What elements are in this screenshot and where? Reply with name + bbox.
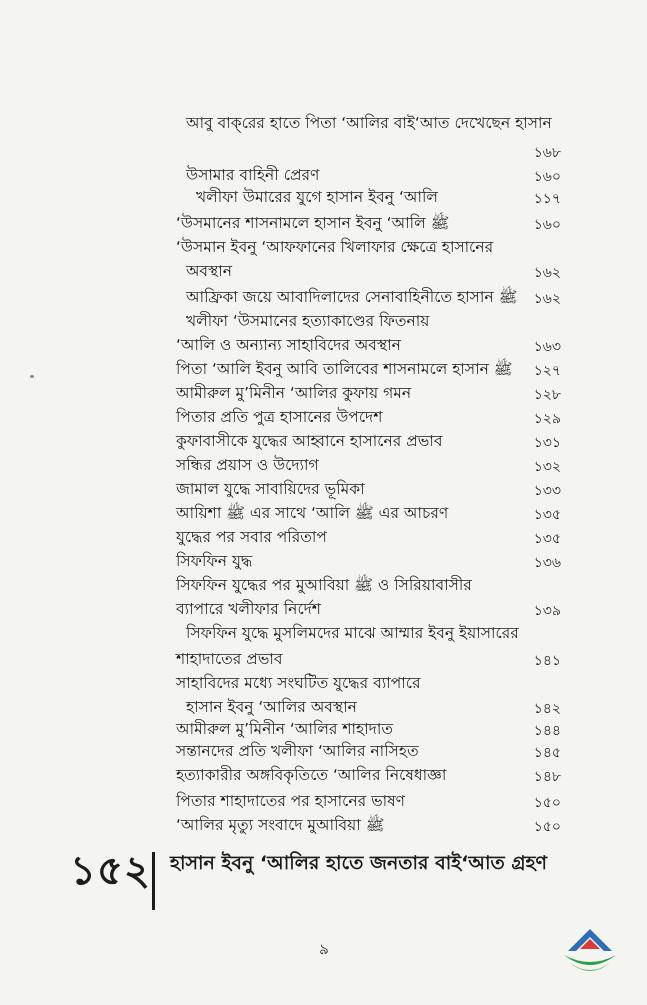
toc-entry-title: হাসান ইবনু ‘আলির অবস্থান: [186, 698, 357, 716]
toc-entry-title: ‘উসমান ইবনু ‘আফফানের খিলাফার ক্ষেত্রে হাসানের: [176, 238, 494, 256]
toc-entry-title: ‘উসমানের শাসনামলে হাসান ইবনু ‘আলি ﷺ: [176, 214, 450, 232]
toc-entry-page: ১৩৩: [533, 483, 561, 499]
toc-entry-title: উসামার বাহিনী প্রেরণ: [186, 166, 320, 184]
toc-entry-title: আমীরুল মু’মিনীন ‘আলির কুফায় গমন: [176, 384, 412, 402]
toc-entry-page: ১২৭: [533, 363, 561, 379]
toc-entry-title: আবু বাক্‌রের হাতে পিতা ‘আলির বাই‘আত দেখেছেন হাসান: [186, 114, 552, 132]
toc-entry-title: আফ্রিকা জয়ে আবাদিলাদের সেনাবাহিনীতে হাসান ﷺ: [186, 288, 518, 306]
toc-entry-page: ১২৮: [533, 387, 561, 403]
toc-entry-title: ‘আলি ও অন্যান্য সাহাবিদের অবস্থান: [176, 336, 401, 354]
toc-entry-page: ১৩৯: [533, 603, 561, 619]
toc-entry-page: ১৪১: [533, 653, 561, 669]
toc-entry-title: ব্যাপারে খলীফার নির্দেশ: [176, 600, 321, 618]
toc-entry-title: খলীফা ‘উসমানের হত্যাকাণ্ডের ফিতনায়: [186, 312, 430, 330]
toc-entry-title: সন্তানদের প্রতি খলীফা ‘আলির নাসিহত: [176, 742, 419, 760]
toc-entry-page: ১৬৩: [533, 339, 561, 355]
toc-entry-title: অবস্থান: [186, 262, 233, 280]
toc-entry-page: ১৪৫: [533, 745, 561, 761]
toc-entry-page: ১৪২: [533, 701, 561, 717]
toc-entry-page: ১৪৮: [533, 769, 561, 785]
paper-speck: [30, 375, 34, 378]
toc-entry-page: ১৬০: [533, 217, 561, 233]
toc-entry-title: আমীরুল মু’মিনীন ‘আলির শাহাদাত: [176, 720, 393, 738]
chapter-title: হাসান ইবনু ‘আলির হাতে জনতার বাই‘আত গ্রহণ: [170, 852, 548, 874]
toc-entry-title: ‘আলির মৃত্যু সংবাদে মুআবিয়া ﷺ: [176, 816, 385, 834]
page-number: ৯: [319, 940, 329, 958]
toc-entry-page: ১৩২: [533, 459, 561, 475]
toc-entry-title: পিতার শাহাদাতের পর হাসানের ভাষণ: [176, 792, 406, 810]
toc-entry-title: জামাল যুদ্ধে সাবায়িদের ভূমিকা: [176, 480, 365, 498]
toc-entry-page: ১৫০: [533, 819, 561, 835]
toc-entry-title: সিফফিন যুদ্ধে মুসলিমদের মাঝে আম্মার ইবনু ইয়াসারের: [186, 624, 519, 642]
toc-entry-page: ১৩৫: [533, 531, 561, 547]
toc-entry-page: ১১৭: [533, 191, 561, 207]
publisher-logo-icon: [560, 925, 620, 979]
toc-entry-title: সন্ধির প্রয়াস ও উদ্যোগ: [176, 456, 319, 474]
toc-entry-title: আয়িশা ﷺ এর সাথে ‘আলি ﷺ এর আচরণ: [176, 504, 449, 522]
toc-entry-page: ১৬২: [533, 265, 561, 281]
toc-entry-page: ১৪৪: [533, 723, 561, 739]
toc-entry-title: খলীফা উমারের যুগে হাসান ইবনু ‘আলি: [196, 188, 438, 206]
toc-entry-page: ১২৯: [533, 411, 561, 427]
toc-entry-page: ১৩১: [533, 435, 561, 451]
toc-entry-page: ১৬৮: [533, 145, 561, 161]
toc-entry-title: কুফাবাসীকে যুদ্ধের আহ্বানে হাসানের প্রভাব: [176, 432, 443, 450]
toc-entry-title: পিতা ‘আলি ইবনু আবি তালিবের শাসনামলে হাসান ﷺ: [176, 360, 513, 378]
toc-entry-page: ১৩৬: [533, 555, 561, 571]
toc-entry-page: ১৫০: [533, 795, 561, 811]
toc-entry-page: ১৬২: [533, 291, 561, 307]
chapter-divider-bar: [152, 852, 155, 910]
chapter-page-number: ১৫২: [70, 848, 151, 894]
toc-entry-title: শাহাদাতের প্রভাব: [176, 650, 283, 668]
toc-entry-title: সিফফিন যুদ্ধ: [176, 552, 253, 570]
toc-entry-title: পিতার প্রতি পুত্র হাসানের উপদেশ: [176, 408, 383, 426]
toc-entry-title: সিফফিন যুদ্ধের পর মুআবিয়া ﷺ ও সিরিয়াবাসীর: [176, 576, 472, 594]
chapter-heading: [0, 842, 647, 912]
toc-entry-page: ১৩৫: [533, 507, 561, 523]
toc-entry-title: সাহাবিদের মধ্যে সংঘটিত যুদ্ধের ব্যাপারে: [176, 674, 421, 692]
toc-entry-page: ১৬০: [533, 169, 561, 185]
toc-entry-title: যুদ্ধের পর সবার পরিতাপ: [176, 528, 327, 546]
toc-entry-title: হত্যাকারীর অঙ্গবিকৃতিতে ‘আলির নিষেধাজ্ঞা: [176, 766, 447, 784]
